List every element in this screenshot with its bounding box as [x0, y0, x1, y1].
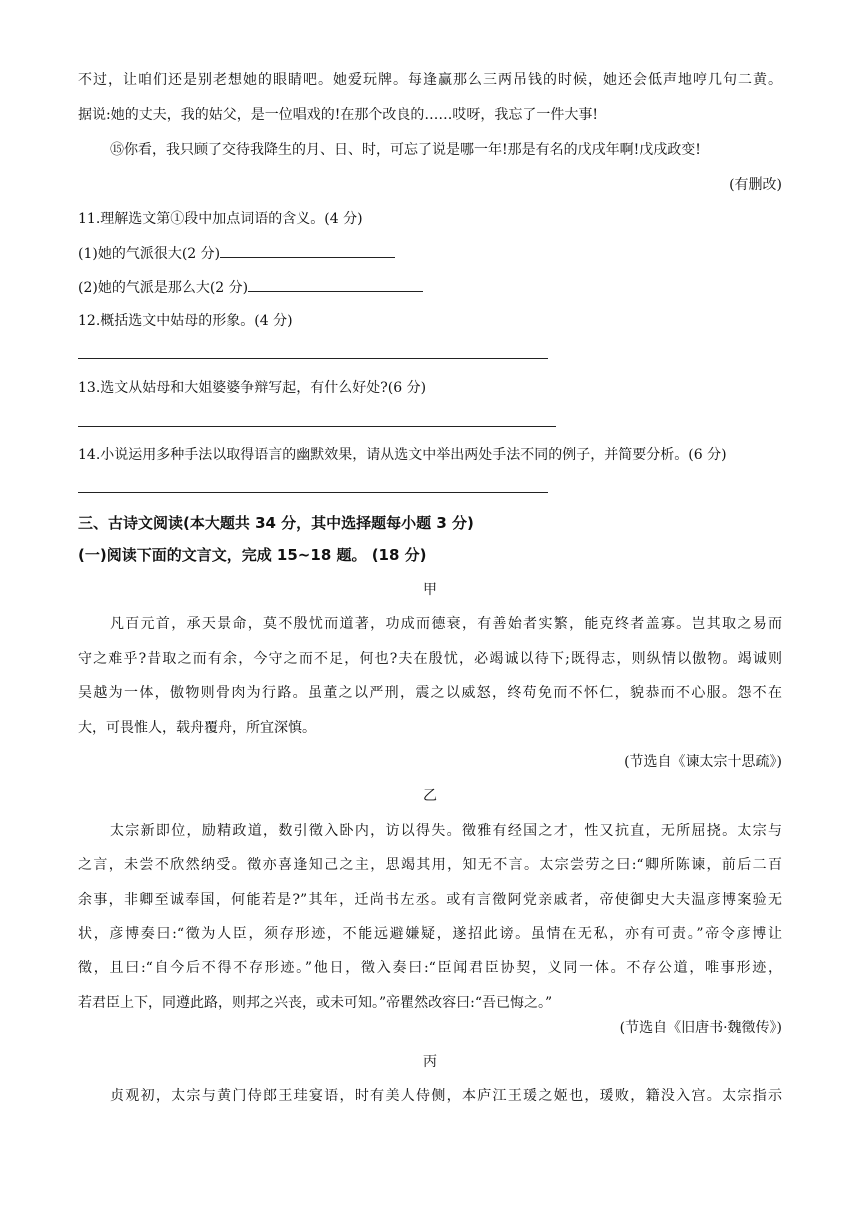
passage-jia-line: 守之难乎?昔取之而有余，今守之而不足，何也?夫在殷忧，必竭诚以待下;既得志，则纵情以傲物。竭诚则 — [78, 651, 782, 667]
passage-yi-label: 乙 — [423, 788, 437, 804]
passage-jia-line: 吴越为一体，傲物则骨肉为行路。虽董之以严刑，震之以威怒，终苟免而不怀仁，貌恭而不心服。怨不在 — [78, 685, 782, 701]
question-11: 11.理解选文第①段中加点词语的含义。(4 分) — [78, 211, 363, 227]
passage-jia-source: (节选自《谏太宗十思疏》) — [624, 754, 782, 770]
question-11-1-text: (1)她的气派很大(2 分) — [78, 246, 221, 262]
story-edit-note: (有删改) — [729, 177, 782, 193]
passage-yi-line: 之言，未尝不欣然纳受。徵亦喜逢知己之主，思竭其用，知无不言。太宗尝劳之曰:“卿所陈谏，前后二百 — [78, 857, 782, 873]
passage-jia-line: 凡百元首，承天景命，莫不殷忧而道著，功成而德衰，有善始者实繁，能克终者盖寡。岂其取之易而 — [110, 616, 782, 632]
answer-blank-11-1[interactable] — [220, 243, 395, 258]
passage-yi-line: 状，彦博奏曰:“徵为人臣，须存形迹，不能远避嫌疑，遂招此谤。虽情在无私，亦有可责。”帝令彦博让 — [78, 926, 782, 942]
answer-line-14[interactable] — [78, 492, 548, 493]
passage-yi-line: 余事，非卿至诚奉国，何能若是?”其年，迁尚书左丞。或有言徵阿党亲戚者，帝使御史大夫温彦博案验无 — [78, 892, 782, 908]
story-paragraph-15: ⑮你看，我只顾了交待我降生的月、日、时，可忘了说是哪一年!那是有名的戊戌年啊!戊戌政变! — [110, 142, 701, 158]
question-12: 12.概括选文中姑母的形象。(4 分) — [78, 313, 293, 329]
question-11-2 — [78, 277, 782, 298]
answer-blank-11-2[interactable] — [248, 277, 423, 292]
passage-yi-line: 徵，且曰:“自今后不得不存形迹。”他日，徵入奏曰:“臣闻君臣协契，义同一体。不存公道，唯事形迹， — [78, 960, 782, 976]
story-paragraph-2: 据说:她的丈夫，我的姑父，是一位唱戏的!在那个改良的……哎呀，我忘了一件大事! — [78, 107, 598, 123]
passage-yi-line: 若君臣上下，同遵此路，则邦之兴丧，或未可知。”帝瞿然改容曰:“吾已悔之。” — [78, 995, 553, 1011]
passage-jia-line: 大，可畏惟人，载舟覆舟，所宜深慎。 — [78, 720, 316, 736]
passage-bing-line: 贞观初，太宗与黄门侍郎王珪宴语，时有美人侍侧，本庐江王瑗之姬也，瑗败，籍没入宫。太宗指示 — [110, 1088, 782, 1104]
story-paragraph-1: 不过，让咱们还是别老想她的眼睛吧。她爱玩牌。每逢赢那么三两吊钱的时候，她还会低声地哼几句二黄。 — [78, 72, 782, 88]
question-13: 13.选文从姑母和大姐婆婆争辩写起，有什么好处?(6 分) — [78, 380, 427, 396]
question-14: 14.小说运用多种手法以取得语言的幽默效果，请从选文中举出两处手法不同的例子，并简要分析。(6 分) — [78, 447, 727, 463]
passage-jia-label: 甲 — [423, 582, 437, 598]
passage-yi-line: 太宗新即位，励精政道，数引徵入卧内，访以得失。徵雅有经国之才，性又抗直，无所屈挠。太宗与 — [110, 823, 782, 839]
answer-line-12[interactable] — [78, 358, 548, 359]
answer-line-13[interactable] — [78, 426, 556, 427]
question-11-1 — [78, 243, 782, 264]
passage-bing-label: 丙 — [423, 1054, 437, 1070]
section-3-sub-heading: (一)阅读下面的文言文，完成 15~18 题。 (18 分) — [78, 546, 427, 564]
section-3-heading: 三、古诗文阅读(本大题共 34 分，其中选择题每小题 3 分) — [78, 514, 474, 532]
passage-yi-source: (节选自《旧唐书·魏徵传》) — [619, 1020, 782, 1036]
question-11-2-text: (2)她的气派是那么大(2 分) — [78, 280, 249, 296]
